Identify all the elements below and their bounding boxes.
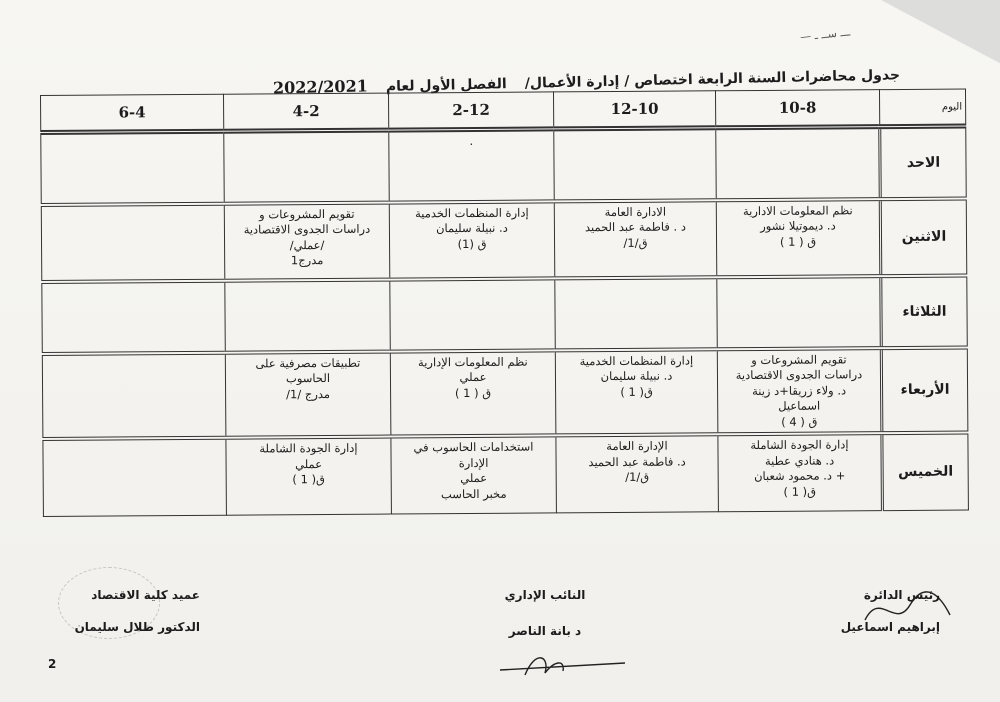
lecture-cell [41,203,225,281]
lecture-cell [555,349,718,436]
lecture-line: . [469,133,474,149]
lecture-cell [718,433,883,511]
lecture-cell [556,434,719,512]
lecture-line: دراسات الجدوى الاقتصادية [735,367,863,383]
day-label: الخميس [882,433,969,511]
lecture-line: تقويم المشروعات و [751,351,847,367]
day-label: الثلاثاء [881,275,968,348]
lecture-line: نظم المعلومات الإدارية [417,354,528,369]
schedule-row [43,433,969,516]
schedule-title: جدول محاضرات السنة الرابعة اختصاص / إدارة الأعمال/ [524,67,901,92]
lecture-line: اسماعيل [778,398,821,413]
lecture-line: ق( 1 ) [620,384,653,399]
lecture-line: ق/1/ [623,235,648,250]
lecture-line: إدارة المنظمات الخدمية [414,205,529,220]
day-label: الأربعاء [881,347,968,433]
time-slot-header: 2-12 [388,92,553,130]
lecture-line: ق/1/ [625,469,650,485]
page-number: 2 [48,657,57,671]
lecture-line: عملي [459,369,487,385]
admin-deputy-title: النائب الإداري [504,588,586,602]
dean-signature-block [40,588,200,652]
lecture-line: ق (1) [457,236,487,251]
dean-title: عميد كلية الاقتصاد [91,588,200,602]
lecture-cell [226,437,392,515]
lecture-cell [390,278,555,351]
schedule-table [40,89,969,517]
lecture-line: إدارة المنظمات الخدمية [579,352,694,368]
time-slot-header: 4-2 [223,93,388,131]
lecture-line: الادارة العامة [604,204,667,219]
lecture-cell [717,348,882,435]
lecture-cell [42,352,226,439]
lecture-cell [716,199,881,277]
time-slot-header: 10-8 [715,90,879,128]
handwritten-note: — ـــ ســ ـ [799,25,851,44]
lecture-line: ق ( 1 ) [454,385,492,400]
schedule-row [41,126,966,204]
time-slot-header-row [41,89,966,132]
lecture-line: /عملي/ [289,237,325,252]
dean-name: الدكتور طلال سليمان [74,620,200,634]
time-slot-header: 6-4 [41,94,224,132]
schedule-grid [40,89,968,517]
lecture-cell [41,131,224,204]
lecture-line: مدرج /1/ [286,386,331,401]
lecture-line: استخدامات الحاسوب في [413,439,534,455]
schedule-row [41,198,967,281]
term-label: الفصل الأول لعام [385,76,507,95]
lecture-cell [224,202,390,280]
lecture-cell [390,350,556,437]
lecture-line: تطبيقات مصرفية على [255,355,361,371]
lecture-cell [717,276,881,349]
lecture-line: الإدارة [458,455,489,470]
schedule-row [42,275,967,353]
lecture-line: نظم المعلومات الادارية [742,202,853,218]
lecture-line: الإدارة العامة [606,438,668,454]
dept-head-name: إبراهيم اسماعيل [840,620,940,634]
schedule-body [41,126,969,516]
admin-deputy-signature-block [470,588,620,638]
lecture-line: د. ديموتيلا نشور [760,218,836,233]
lecture-line: تقويم المشروعات و [259,206,355,221]
lecture-line: د. ولاء زريقا+د زينة [752,382,847,398]
lecture-line: مدرج1 [290,253,324,268]
admin-deputy-signature [495,645,635,685]
lecture-cell [389,201,555,279]
lecture-line: إدارة الجودة الشاملة [750,437,849,453]
lecture-line: د. نبيلة سليمان [436,220,508,236]
lecture-cell [389,129,554,202]
lecture-line: دراسات الجدوى الاقتصادية [243,221,371,237]
lecture-cell [224,130,389,203]
lecture-cell [391,435,557,513]
dept-head-signature [855,585,955,635]
lecture-line: ق ( 1 ) [779,234,817,249]
lecture-line: ق( 1 ) [783,484,817,499]
lecture-line: مخبر الحاسب [440,486,507,501]
lecture-cell [716,127,880,200]
lecture-line: د. فاطمة عبد الحميد [588,454,686,469]
lecture-cell [225,351,391,438]
lecture-cell [554,200,717,278]
lecture-line: الحاسوب [285,370,331,386]
lecture-line: إدارة الجودة الشاملة [259,440,358,456]
lecture-cell [43,438,227,516]
lecture-cell [555,277,717,350]
lecture-line: عملي [460,470,488,486]
time-slot-header: 12-10 [553,91,715,129]
lecture-cell [42,280,225,353]
day-label: الاثنين [880,198,967,276]
day-label: الاحد [880,126,967,199]
lecture-line: د. نبيلة سليمان [600,368,673,384]
lecture-line: د . فاطمة عبد الحميد [584,219,686,235]
lecture-line: ق( 1 ) [292,472,326,487]
dept-head-title: رئيس الدائرة [863,588,940,602]
lecture-cell [554,128,716,201]
admin-deputy-name: د بانة الناصر [508,624,582,638]
lecture-line: عملي [295,456,323,471]
corner-label: اليوم [879,89,965,127]
schedule-row [42,347,968,439]
academic-year: 2022/2021 [272,76,369,98]
lecture-line: ق ( 4 ) [781,414,818,429]
lecture-line: د. هنادي عطية [764,453,835,468]
lecture-line: + د. محمود شعبان [753,468,846,484]
lecture-cell [225,279,390,352]
